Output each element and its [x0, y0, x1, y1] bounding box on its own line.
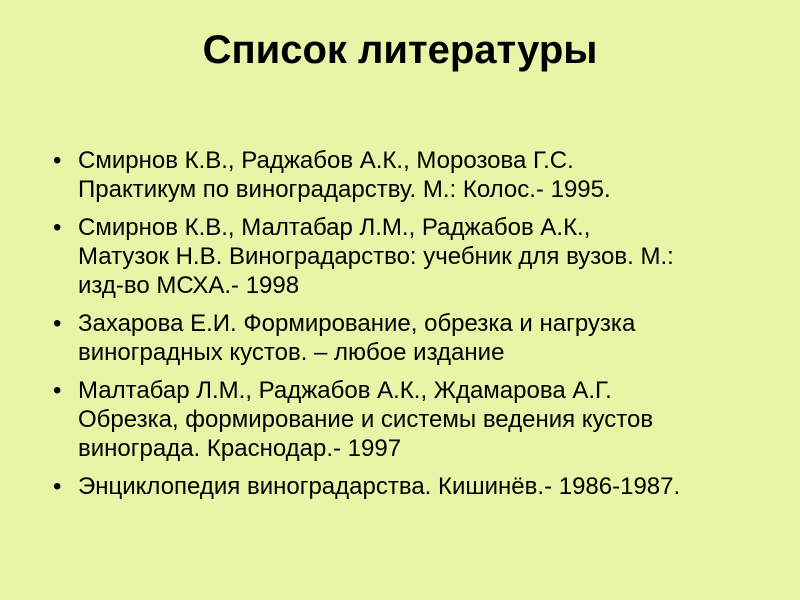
reference-line: Обрезка, формирование и системы ведения кустов [78, 406, 654, 433]
reference-line: Захарова Е.И. Формирование, обрезка и нагрузка [78, 310, 636, 337]
reference-line: виноградных кустов. – любое издание [78, 339, 505, 366]
reference-item [45, 309, 765, 367]
reference-line: Матузок Н.В. Виноградарство: учебник для вузов. М.: [78, 243, 674, 270]
reference-item [45, 213, 765, 300]
bullet-icon: • [53, 147, 62, 174]
reference-item [45, 376, 765, 463]
reference-line: изд-во МСХА.- 1998 [78, 272, 300, 299]
slide-title: Список литературы [202, 28, 598, 72]
reference-line: Смирнов К.В., Раджабов А.К., Морозова Г.С. [78, 147, 574, 174]
reference-line: Практикум по виноградарству. М.: Колос.- 1995. [78, 176, 611, 203]
bullet-icon: • [53, 310, 62, 337]
reference-line: винограда. Краснодар.- 1997 [78, 435, 402, 462]
reference-list [45, 146, 765, 510]
reference-line: Смирнов К.В., Малтабар Л.М., Раджабов А.К., [78, 214, 591, 241]
bullet-icon: • [53, 377, 62, 404]
bullet-icon: • [53, 214, 62, 241]
reference-line: Энциклопедия виноградарства. Кишинёв.- 1986-1987. [78, 473, 681, 500]
bullet-icon: • [53, 473, 62, 500]
reference-item [45, 472, 765, 501]
reference-line: Малтабар Л.М., Раджабов А.К., Ждамарова А.Г. [78, 377, 612, 404]
reference-item [45, 146, 765, 204]
